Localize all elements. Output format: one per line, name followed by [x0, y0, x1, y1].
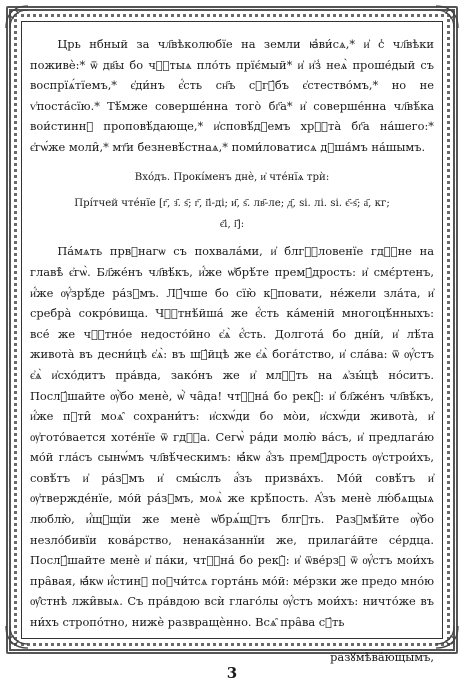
page-number: 3: [226, 664, 238, 682]
corner-ornament-icon: [4, 4, 30, 30]
corner-ornament-icon: [4, 624, 30, 650]
corner-ornament-icon: [434, 624, 460, 650]
rubric-line: Вхо́дъ. Прокі́менъ днѐ, и҆ чте́нїѧ трѝ:: [134, 171, 330, 183]
catchword: разꙋмѣва́ющымъ,: [330, 649, 434, 664]
corner-ornament-icon: [434, 4, 460, 30]
reading-reference: Прі́тчей чте́нїе [г҃, з҃. ѕ҃; г҃, і҃і-ді; и҃, ѕ҃. лв҃-ле; д҃, ѕі. лі. ѕі. є҃-ѕ҃; а҃, кг;: [74, 198, 390, 210]
reading-text: Па́мѧть првⷣнагѡ съ похвала́ми, и҆ блгⷭ҇ловенїе гдⷭ҇не на главѣ̀ є҆гѡ̀. Бл҃же́нъ чл҃вѣ́къ, и҆́же ѡ҆брѣ́те премꙋ́дрость: и҆ смє́ртенъ, и҆́же ѹ҆́зрѣ́де ра́зꙋмъ. Лꙋ́чше бо сїю̀ кꙋповати, не́жели зла́та, и҆ сребра̀ сокро́вища. Чⷭ҇тнѣ́йша́ же є҆́сть ка́меній многоцѣ́нныхъ: все́ же чⷭ҇тно́е недосто́йно є҆ѧ̀ є҆́сть. Долгота́ бо дні́й, и҆ лѣ́та живота̀ въ десни́цѣ є҆ѧ̀: въ шꙋ́йцѣ же є҆ѧ̀ бога́тство, и҆ сла́ва: ѿ ѹ҆́стъ є҆ѧ̀ и҆схо́дитъ пра́вда, зако́нъ же и҆ млⷭ҇ть на ѧ҆зы́цѣ но́ситъ. Послꙋ́шайте ѹ҆̀бо менѐ, ѡ҆̀ ча̑да! чтⷭ҇на́ бо рекꙋ̀: и҆ бл҃же́нъ чл҃вѣ́къ, и҆́же пꙋти̑ моѧ̑ сохрани́тъ: и҆схѡ́ди бо мо̀и, и҆схѡ́ди живота̀, и҆ ѹ҆гото́вается хоте́нїе ѿ гдⷭ҇а. Сегѡ̀ ра́ди молю̀ ва́съ, и҆ предлага́ю мо́й гла́съ сынѡ́мъ чл҃вѣ́ческимъ: ꙗ҆́кѡ а҆́зъ премꙋ́дрость ѹ҆строи́хъ, совѣ́тъ и҆ ра́зꙋмъ и҆ смы́слъ а҆́зъ призва́хъ. Мо́й совѣ́тъ и҆ ѹ҆твержде́нїе, мо́й ра́зꙋмъ, моѧ̀ же крѣ́пость. А҆́зъ менѐ лю́бѧщыѧ люблю̀, и҆́щꙋщїи же менѐ ѡ҆брѧ́щꙋтъ блгⷣть. Разꙋмѣ́йте ѹ҆̀бо незло́бивїи кова́рство, ненака́заннїи же, прилага́йте се́рдца. Послꙋ́шайте менѐ и҆ па́ки, чтⷭ҇на́ бо рекꙋ̀: и҆ ѿве́рзꙋ ѿ ѹ҆́стъ мои́хъ пра̑вая, ꙗ҆́кѡ и҆́стинꙋ поꙋчи́тсѧ горта́нь мо́й: ме́рзки же предо мно́ю ѹ҆̑стнѣ лжи̑выѧ. Съ пра́вдою всѝ глаго́лы ѹ҆́стъ мои́хъ: ничто́же въ ни́хъ стропо́тно, нижѐ развращѐнно. Всѧ̑ пра̑ва сꙋ́ть: [30, 244, 434, 630]
reading-reference-continued: є҃і, і҃]:: [219, 218, 245, 230]
hymn-text: Црь нбный за чл҃вѣколюбїе на земли ꙗ҆ви́сѧ,* и҆ с̾ чл҃вѣки поживѐ:* ѿ дв҃ы бо чⷭ҇тыѧ пло́ть прїє́мый* и҆ и҆з̾ неѧ̀ проше́дый съ воспрїѧ́тїемъ,* є҆ди́нъ є҆́сть сн҃ъ сꙋгꙋ́бъ є҆стество́мъ,* но не ѵ҆поста́сїю.* Тѣ́мже соверше́нна того̀ бг҃а* и҆ соверше́нна чл҃вѣ́ка вои́стиннꙋ проповѣ́дающе,* и҆сповѣ́дꙋемъ хрⷭ҇та̀ бг҃а на́шего:* є҆гѡ́же моли̑,* мт҃и безневѣ́стнаѧ,* поми́ловатисѧ дꙋша́мъ на́шымъ.: [30, 37, 434, 154]
page-body: [30, 34, 434, 679]
